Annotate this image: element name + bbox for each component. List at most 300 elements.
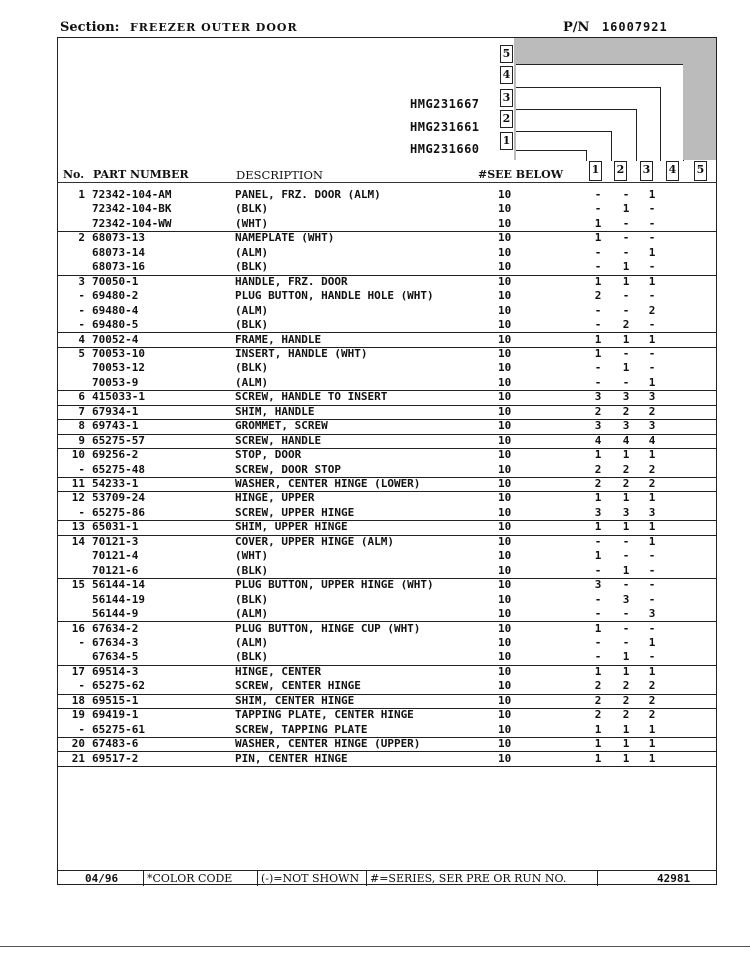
table-row [57, 708, 717, 722]
table-row [57, 289, 717, 303]
see-below: 10 [498, 274, 512, 288]
part-number: 70053-9 [92, 375, 139, 389]
qty-series-2: - [622, 549, 630, 563]
part-number: 65275-61 [92, 722, 145, 736]
header-rule [57, 182, 717, 183]
table-row [57, 405, 717, 420]
description: SCREW, HANDLE TO INSERT [235, 390, 388, 404]
see-below: 10 [498, 491, 512, 505]
part-number: 56144-14 [92, 578, 145, 592]
qty-series-3: - [648, 346, 656, 360]
see-below: 10 [498, 549, 512, 563]
part-number: 67634-2 [92, 621, 139, 635]
see-below: 10 [498, 563, 512, 577]
item-number: 12 [71, 491, 85, 505]
qty-series-1: 2 [594, 708, 602, 722]
footer-series: #=SERIES, SER PRE OR RUN NO. [370, 872, 567, 885]
qty-series-3: - [648, 621, 656, 635]
qty-series-1: - [594, 260, 602, 274]
qty-series-1: 1 [594, 621, 602, 635]
see-below: 10 [498, 722, 512, 736]
col-header-no: No. [63, 168, 85, 181]
item-number: 1 [78, 188, 85, 201]
footer-divider [597, 871, 598, 886]
description: SCREW, TAPPING PLATE [235, 722, 368, 736]
description: SHIM, HANDLE [235, 404, 315, 418]
qty-series-2: 2 [622, 462, 630, 476]
table-row [57, 304, 717, 318]
qty-series-1: 2 [594, 679, 602, 693]
qty-series-2: 1 [622, 520, 630, 534]
qty-series-3: 2 [648, 477, 656, 490]
see-below: 10 [498, 737, 512, 751]
col-header-see: #SEE BELOW [478, 168, 564, 181]
part-number: 70121-4 [92, 549, 139, 563]
pn-label: P/N [563, 20, 590, 35]
qty-series-3: 2 [648, 679, 656, 693]
item-number: 20 [71, 737, 85, 751]
table-row [57, 694, 717, 709]
qty-series-1: 1 [594, 737, 602, 751]
part-number: 70052-4 [92, 332, 139, 346]
section-label: Section: [60, 20, 120, 35]
qty-series-1: 1 [594, 491, 602, 505]
description: (BLK) [235, 318, 269, 332]
series-box-2: 2 [500, 110, 513, 128]
description: PIN, CENTER HINGE [235, 751, 348, 765]
qty-series-2: - [622, 607, 630, 621]
description: (ALM) [235, 375, 269, 389]
qty-series-2: 1 [622, 664, 630, 678]
see-below: 10 [498, 505, 512, 519]
qty-series-3: - [648, 202, 656, 216]
qty-series-2: - [622, 375, 630, 389]
item-number: - [78, 318, 85, 332]
qty-series-3: - [648, 592, 656, 606]
description: (BLK) [235, 260, 269, 274]
qty-series-2: - [622, 635, 630, 649]
footer-divider [143, 871, 144, 886]
qty-series-1: 3 [594, 390, 602, 404]
see-below: 10 [498, 477, 512, 490]
see-below: 10 [498, 578, 512, 592]
qty-series-1: 3 [594, 419, 602, 433]
qty-series-3: 1 [648, 188, 656, 201]
col-header-q5: 5 [694, 161, 707, 181]
qty-series-2: 1 [622, 260, 630, 274]
part-number: 56144-19 [92, 592, 145, 606]
qty-series-3: - [648, 216, 656, 230]
table-row [57, 434, 717, 449]
qty-series-2: 1 [622, 361, 630, 375]
qty-series-1: - [594, 188, 602, 201]
description: (ALM) [235, 607, 269, 621]
see-below: 10 [498, 433, 512, 447]
qty-series-2: 3 [622, 505, 630, 519]
description: INSERT, HANDLE (WHT) [235, 346, 368, 360]
part-number: 67634-3 [92, 635, 139, 649]
item-number: 4 [78, 332, 85, 346]
qty-series-2: 2 [622, 679, 630, 693]
part-number: 72342-104-AM [92, 188, 172, 201]
part-number-heading [563, 20, 668, 35]
see-below: 10 [498, 332, 512, 346]
qty-series-2: - [622, 578, 630, 592]
part-number: 69256-2 [92, 448, 139, 462]
see-below: 10 [498, 520, 512, 534]
table-row [57, 188, 717, 202]
footer-color-code: *COLOR CODE [147, 872, 233, 885]
qty-series-3: - [648, 260, 656, 274]
qty-series-2: - [622, 534, 630, 548]
part-number: 67634-5 [92, 650, 139, 664]
item-number: 6 [78, 390, 85, 404]
see-below: 10 [498, 231, 512, 245]
table-row [57, 347, 717, 361]
series-box-3: 3 [500, 89, 513, 107]
part-number: 70121-3 [92, 534, 139, 548]
qty-series-3: 1 [648, 448, 656, 462]
qty-series-1: - [594, 650, 602, 664]
part-number: 65031-1 [92, 520, 139, 534]
qty-series-1: 1 [594, 216, 602, 230]
description: SCREW, HANDLE [235, 433, 322, 447]
item-number: 16 [71, 621, 85, 635]
table-row [57, 376, 717, 391]
qty-series-1: 2 [594, 693, 602, 707]
part-number: 53709-24 [92, 491, 145, 505]
qty-series-2: 1 [622, 737, 630, 751]
table-row [57, 260, 717, 275]
description: (ALM) [235, 245, 269, 259]
qty-series-1: 1 [594, 751, 602, 765]
qty-series-1: - [594, 318, 602, 332]
part-number: 65275-57 [92, 433, 145, 447]
see-below: 10 [498, 245, 512, 259]
description: (BLK) [235, 563, 269, 577]
description: PLUG BUTTON, UPPER HINGE (WHT) [235, 578, 434, 592]
table-row [57, 622, 717, 636]
qty-series-2: 1 [622, 650, 630, 664]
part-number: 70053-12 [92, 361, 145, 375]
table-row [57, 231, 717, 245]
item-number: 13 [71, 520, 85, 534]
part-number: 69480-5 [92, 318, 139, 332]
qty-series-3: - [648, 361, 656, 375]
see-below: 10 [498, 534, 512, 548]
part-number: 68073-16 [92, 260, 145, 274]
qty-series-1: 1 [594, 549, 602, 563]
table-row [57, 549, 717, 563]
see-below: 10 [498, 592, 512, 606]
qty-series-2: 1 [622, 202, 630, 216]
qty-series-3: 1 [648, 751, 656, 765]
see-below: 10 [498, 361, 512, 375]
item-number: 14 [71, 534, 85, 548]
item-number: 2 [78, 231, 85, 245]
section-heading [60, 20, 298, 35]
col-header-q3: 3 [640, 161, 653, 181]
description: STOP, DOOR [235, 448, 302, 462]
qty-series-1: 1 [594, 520, 602, 534]
footer-not-shown: (-)=NOT SHOWN [261, 872, 360, 885]
item-number: 21 [71, 751, 85, 765]
see-below: 10 [498, 751, 512, 765]
table-row [57, 723, 717, 738]
description: GROMMET, SCREW [235, 419, 328, 433]
see-below: 10 [498, 693, 512, 707]
table-row [57, 361, 717, 375]
page-bottom-rule [0, 946, 750, 947]
see-below: 10 [498, 607, 512, 621]
description: SCREW, CENTER HINGE [235, 679, 361, 693]
qty-series-1: - [594, 635, 602, 649]
see-below: 10 [498, 318, 512, 332]
qty-series-3: - [648, 578, 656, 592]
item-number: 5 [78, 346, 85, 360]
part-number: 67483-6 [92, 737, 139, 751]
qty-series-2: - [622, 621, 630, 635]
part-number: 54233-1 [92, 477, 139, 490]
model-number: HMG231667 [410, 97, 480, 111]
item-number: - [78, 505, 85, 519]
see-below: 10 [498, 650, 512, 664]
part-number: 72342-104-WW [92, 216, 172, 230]
part-number: 69480-2 [92, 289, 139, 303]
stair-inner-1 [516, 150, 587, 161]
qty-series-2: - [622, 346, 630, 360]
col-header-q2: 2 [614, 161, 627, 181]
qty-series-1: 1 [594, 274, 602, 288]
qty-series-3: 1 [648, 534, 656, 548]
qty-series-3: 1 [648, 664, 656, 678]
table-row [57, 593, 717, 607]
qty-series-2: 3 [622, 390, 630, 404]
qty-series-2: 1 [622, 563, 630, 577]
table-row [57, 463, 717, 478]
qty-series-1: - [594, 563, 602, 577]
description: SHIM, UPPER HINGE [235, 520, 348, 534]
qty-series-2: 1 [622, 491, 630, 505]
qty-series-2: - [622, 289, 630, 303]
part-number: 69480-4 [92, 303, 139, 317]
footer-doc-number: 42981 [657, 872, 691, 885]
qty-series-1: 2 [594, 404, 602, 418]
see-below: 10 [498, 202, 512, 216]
qty-series-3: 3 [648, 419, 656, 433]
stair-step-4 [683, 64, 716, 160]
description: (WHT) [235, 549, 269, 563]
table-row [57, 448, 717, 462]
description: HANDLE, FRZ. DOOR [235, 274, 348, 288]
see-below: 10 [498, 448, 512, 462]
part-number: 69743-1 [92, 419, 139, 433]
see-below: 10 [498, 375, 512, 389]
qty-series-1: 1 [594, 664, 602, 678]
qty-series-1: - [594, 592, 602, 606]
description: PLUG BUTTON, HANDLE HOLE (WHT) [235, 289, 434, 303]
part-number: 68073-13 [92, 231, 145, 245]
description: (BLK) [235, 202, 269, 216]
see-below: 10 [498, 708, 512, 722]
qty-series-1: - [594, 202, 602, 216]
qty-series-2: 2 [622, 693, 630, 707]
description: PLUG BUTTON, HINGE CUP (WHT) [235, 621, 421, 635]
qty-series-2: 2 [622, 404, 630, 418]
qty-series-3: 1 [648, 635, 656, 649]
qty-series-2: - [622, 216, 630, 230]
qty-series-2: 2 [622, 318, 630, 332]
table-row [57, 665, 717, 679]
qty-series-2: - [622, 188, 630, 201]
qty-series-2: 1 [622, 274, 630, 288]
table-row [57, 390, 717, 405]
see-below: 10 [498, 188, 512, 201]
qty-series-3: 2 [648, 708, 656, 722]
description: TAPPING PLATE, CENTER HINGE [235, 708, 414, 722]
description: WASHER, CENTER HINGE (UPPER) [235, 737, 421, 751]
qty-series-2: 3 [622, 419, 630, 433]
qty-series-3: - [648, 549, 656, 563]
description: (ALM) [235, 303, 269, 317]
qty-series-1: 3 [594, 505, 602, 519]
description: HINGE, UPPER [235, 491, 315, 505]
qty-series-3: 4 [648, 433, 656, 447]
see-below: 10 [498, 462, 512, 476]
qty-series-1: 3 [594, 578, 602, 592]
description: COVER, UPPER HINGE (ALM) [235, 534, 394, 548]
part-number: 70050-1 [92, 274, 139, 288]
section-value: FREEZER OUTER DOOR [129, 21, 298, 34]
item-number: - [78, 462, 85, 476]
qty-series-2: 1 [622, 332, 630, 346]
qty-series-2: 3 [622, 592, 630, 606]
item-number: 7 [78, 404, 85, 418]
qty-series-2: - [622, 245, 630, 259]
description: (WHT) [235, 216, 269, 230]
table-row [57, 202, 717, 216]
pn-value: 16007921 [601, 20, 668, 34]
see-below: 10 [498, 216, 512, 230]
part-number: 67934-1 [92, 404, 139, 418]
qty-series-2: 1 [622, 448, 630, 462]
footer-divider [257, 871, 258, 886]
qty-series-2: - [622, 303, 630, 317]
qty-series-2: 4 [622, 433, 630, 447]
table-row [57, 650, 717, 665]
description: (ALM) [235, 635, 269, 649]
description: SCREW, DOOR STOP [235, 462, 341, 476]
table-row [57, 679, 717, 694]
col-header-q4: 4 [666, 161, 679, 181]
qty-series-3: 2 [648, 462, 656, 476]
description: (BLK) [235, 650, 269, 664]
see-below: 10 [498, 419, 512, 433]
item-number: 11 [71, 477, 85, 490]
part-number: 65275-48 [92, 462, 145, 476]
qty-series-1: - [594, 375, 602, 389]
footer-divider [366, 871, 367, 886]
table-row [57, 491, 717, 505]
table-row [57, 520, 717, 535]
item-number: 18 [71, 693, 85, 707]
qty-series-1: - [594, 534, 602, 548]
table-row [57, 752, 717, 767]
item-number: - [78, 635, 85, 649]
description: FRAME, HANDLE [235, 332, 322, 346]
description: SHIM, CENTER HINGE [235, 693, 355, 707]
series-box-5: 5 [500, 45, 513, 63]
see-below: 10 [498, 303, 512, 317]
item-number: 9 [78, 433, 85, 447]
qty-series-1: 2 [594, 477, 602, 490]
qty-series-3: 1 [648, 375, 656, 389]
qty-series-3: 1 [648, 722, 656, 736]
qty-series-1: 1 [594, 448, 602, 462]
part-number: 69517-2 [92, 751, 139, 765]
table-row [57, 333, 717, 348]
qty-series-3: 1 [648, 332, 656, 346]
footer-legend [57, 870, 717, 886]
qty-series-1: 2 [594, 289, 602, 303]
part-number: 415033-1 [92, 390, 145, 404]
qty-series-3: - [648, 318, 656, 332]
table-row [57, 578, 717, 592]
qty-series-1: 1 [594, 231, 602, 245]
description: (BLK) [235, 361, 269, 375]
see-below: 10 [498, 260, 512, 274]
item-number: 10 [71, 448, 85, 462]
item-number: - [78, 679, 85, 693]
description: NAMEPLATE (WHT) [235, 231, 335, 245]
qty-series-3: 1 [648, 737, 656, 751]
part-number: 70053-10 [92, 346, 145, 360]
qty-series-3: 2 [648, 693, 656, 707]
table-row [57, 737, 717, 752]
qty-series-3: - [648, 289, 656, 303]
series-box-1: 1 [500, 132, 513, 150]
description: WASHER, CENTER HINGE (LOWER) [235, 477, 421, 490]
qty-series-3: 3 [648, 390, 656, 404]
see-below: 10 [498, 289, 512, 303]
qty-series-3: 1 [648, 491, 656, 505]
part-number: 65275-86 [92, 505, 145, 519]
see-below: 10 [498, 635, 512, 649]
qty-series-1: - [594, 607, 602, 621]
model-number: HMG231661 [410, 120, 480, 134]
qty-series-3: 1 [648, 520, 656, 534]
part-number: 69514-3 [92, 664, 139, 678]
table-row [57, 217, 717, 232]
see-below: 10 [498, 390, 512, 404]
part-number: 68073-14 [92, 245, 145, 259]
see-below: 10 [498, 404, 512, 418]
table-row [57, 535, 717, 549]
qty-series-3: - [648, 231, 656, 245]
qty-series-1: 2 [594, 462, 602, 476]
item-number: - [78, 289, 85, 303]
item-number: 17 [71, 664, 85, 678]
qty-series-3: - [648, 650, 656, 664]
table-row [57, 607, 717, 622]
description: PANEL, FRZ. DOOR (ALM) [235, 188, 381, 201]
see-below: 10 [498, 346, 512, 360]
part-number: 69419-1 [92, 708, 139, 722]
qty-series-3: 3 [648, 607, 656, 621]
item-number: - [78, 722, 85, 736]
item-number: 3 [78, 274, 85, 288]
table-row [57, 477, 717, 492]
